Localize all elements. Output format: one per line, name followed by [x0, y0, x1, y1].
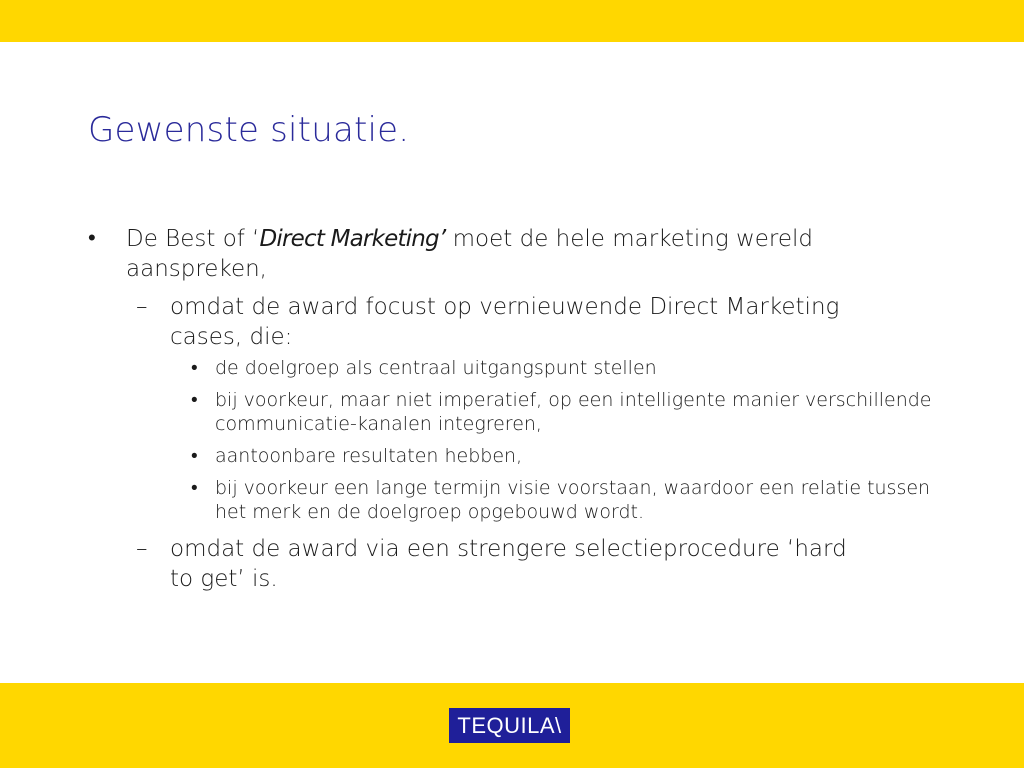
- bullet-marker: •: [191, 477, 198, 499]
- tequila-logo: TEQUILA\: [449, 708, 570, 743]
- dash-marker: –: [136, 536, 148, 562]
- bullet-level2-text: omdat de award focust op vernieuwende Direct Marketing cases, die:: [170, 294, 840, 350]
- bullet-level3: [191, 356, 945, 380]
- bullet-text-prefix: De Best of ‘: [126, 226, 260, 252]
- bullet-level3-text: bij voorkeur, maar niet imperatief, op een intelligente manier verschillende communicatie-kanalen integreren,: [215, 389, 932, 435]
- bullet-text-suffix: moet de hele marketing wereld aanspreken,: [126, 226, 814, 282]
- bullet-level3-text: bij voorkeur een lange termijn visie voorstaan, waardoor een relatie tussen het merk en de doelgroep opgebouwd wordt.: [215, 477, 931, 523]
- bullet-level3: [191, 388, 945, 436]
- bullet-level3-text: aantoonbare resultaten hebben,: [215, 445, 523, 467]
- bullet-level2-text: omdat de award via een strengere selectieprocedure ‘hard to get’ is.: [170, 536, 847, 592]
- dash-marker: –: [136, 294, 148, 320]
- top-yellow-band: [0, 0, 1024, 42]
- bullet-level3: [191, 444, 945, 468]
- bullet-level2: [136, 292, 870, 352]
- bullet-level3-text: de doelgroep als centraal uitgangspunt stellen: [215, 357, 657, 379]
- bullet-marker: •: [191, 445, 198, 467]
- bullet-marker: •: [191, 389, 198, 411]
- bullet-level3: [191, 476, 945, 524]
- bullet-level1: [88, 224, 876, 284]
- bullet-marker: •: [88, 226, 96, 251]
- bullet-level2: [136, 534, 870, 594]
- slide-content: [88, 224, 958, 594]
- bullet-text-highlight: Direct Marketing’: [259, 226, 446, 252]
- slide-title: Gewenste situatie.: [88, 110, 410, 150]
- bullet-marker: •: [191, 357, 198, 379]
